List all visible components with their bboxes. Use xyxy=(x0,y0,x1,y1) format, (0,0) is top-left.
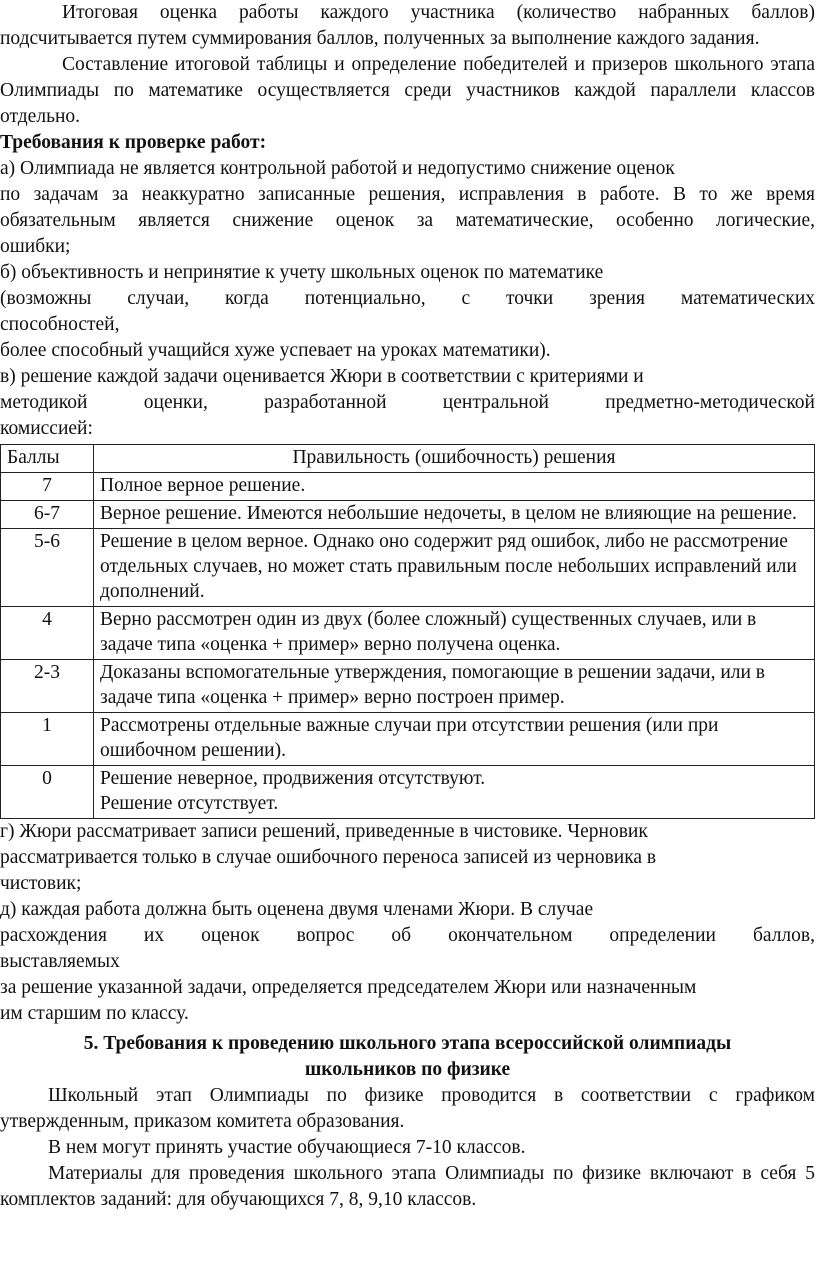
row-score: 1 xyxy=(1,713,94,766)
row-description: Рассмотрены отдельные важные случаи при отсутствии решения (или при ошибочном решении). xyxy=(94,713,815,766)
section-5-paragraph-3: Материалы для проведения школьного этапа Олимпиады по физике включают в себя 5 комплектов заданий: для обучающихся 7, 8, 9,10 классов. xyxy=(0,1163,815,1210)
requirement-b-line: более способный учащийся хуже успевает на уроках математики). xyxy=(0,340,551,361)
criteria-table xyxy=(0,444,815,819)
requirement-a xyxy=(0,156,815,260)
requirement-g-line: чистовик; xyxy=(0,873,82,894)
row-description xyxy=(94,766,815,819)
row-description: Полное верное решение. xyxy=(94,473,815,501)
requirement-g-line: рассматривается только в случае ошибочного переноса записей из черновика в xyxy=(0,847,657,868)
requirement-b-line: способностей, xyxy=(0,314,120,335)
requirement-c-line: комиссией: xyxy=(0,418,93,439)
section-5-title-line: школьников по физике xyxy=(304,1059,511,1080)
row-score: 4 xyxy=(1,607,94,660)
table-header-row xyxy=(1,445,815,473)
requirement-d xyxy=(0,897,815,1027)
row-description-line: Решение отсутствует. xyxy=(100,793,279,814)
requirement-b-line: б) объективность и непринятие к учету школьных оценок по математике xyxy=(0,262,604,283)
row-score: 7 xyxy=(1,473,94,501)
requirement-a-line: а) Олимпиада не является контрольной работой и недопустимо снижение оценок xyxy=(0,158,675,179)
row-description: Решение в целом верное. Однако оно содержит ряд ошибок, либо не рассмотрение отдельных случаев, но может стать правильным после небольших исправлений или дополнений. xyxy=(94,529,815,607)
requirement-a-line: по задачам за неаккуратно записанные решения, исправления в работе. В то же время xyxy=(0,184,815,205)
row-score: 2-3 xyxy=(1,660,94,713)
requirement-g-line: г) Жюри рассматривает записи решений, приведенные в чистовике. Черновик xyxy=(0,821,648,842)
table-row xyxy=(1,529,815,607)
table-row xyxy=(1,501,815,529)
header-score: Баллы xyxy=(1,445,94,473)
requirement-c-line: в) решение каждой задачи оценивается Жюри в соответствии с критериями и xyxy=(0,366,644,387)
section-5-paragraph-1: Школьный этап Олимпиады по физике проводится в соответствии с графиком утвержденным, приказом комитета образования. xyxy=(0,1085,815,1132)
table-row xyxy=(1,713,815,766)
table-row xyxy=(1,607,815,660)
requirement-d-line: им старшим по классу. xyxy=(0,1003,189,1024)
requirement-c xyxy=(0,364,815,442)
requirements-heading: Требования к проверке работ: xyxy=(0,132,267,153)
requirement-g xyxy=(0,819,815,897)
header-description: Правильность (ошибочность) решения xyxy=(94,445,815,473)
requirement-b xyxy=(0,260,815,364)
intro-paragraph-2: Составление итоговой таблицы и определение победителей и призеров школьного этапа Олимпиады по математике осуществляется среди участников каждой параллели классов отдельно. xyxy=(0,54,815,127)
row-description-line: Решение неверное, продвижения отсутствуют. xyxy=(100,768,486,789)
requirement-d-line: за решение указанной задачи, определяется председателем Жюри или назначенным xyxy=(0,977,697,998)
requirement-b-line: (возможны случаи, когда потенциально, с точки зрения математических xyxy=(0,288,815,309)
section-5-title xyxy=(0,1031,815,1083)
requirement-a-line: ошибки; xyxy=(0,236,71,257)
row-description: Верно рассмотрен один из двух (более сложный) существенных случаев, или в задаче типа «оценка + пример» верно получена оценка. xyxy=(94,607,815,660)
intro-paragraph-1: Итоговая оценка работы каждого участника (количество набранных баллов) подсчитывается путем суммирования баллов, полученных за выполнение каждого задания. xyxy=(0,2,815,49)
table-row xyxy=(1,660,815,713)
requirement-d-line: д) каждая работа должна быть оценена двумя членами Жюри. В случае xyxy=(0,899,594,920)
section-5-title-line: 5. Требования к проведению школьного этапа всероссийской олимпиады xyxy=(83,1033,732,1054)
row-score: 6-7 xyxy=(1,501,94,529)
requirement-a-line: обязательным является снижение оценок за математические, особенно логические, xyxy=(0,210,815,231)
table-row xyxy=(1,473,815,501)
row-description: Доказаны вспомогательные утверждения, помогающие в решении задачи, или в задаче типа «оценка + пример» верно построен пример. xyxy=(94,660,815,713)
section-5-paragraph-2: В нем могут принять участие обучающиеся 7-10 классов. xyxy=(48,1137,526,1158)
requirement-d-line: выставляемых xyxy=(0,951,120,972)
row-description: Верное решение. Имеются небольшие недочеты, в целом не влияющие на решение. xyxy=(94,501,815,529)
requirement-c-line: методикой оценки, разработанной центральной предметно-методической xyxy=(0,392,815,413)
requirement-d-line: расхождения их оценок вопрос об окончательном определении баллов, xyxy=(0,925,815,946)
row-score: 5-6 xyxy=(1,529,94,607)
row-score: 0 xyxy=(1,766,94,819)
table-row xyxy=(1,766,815,819)
